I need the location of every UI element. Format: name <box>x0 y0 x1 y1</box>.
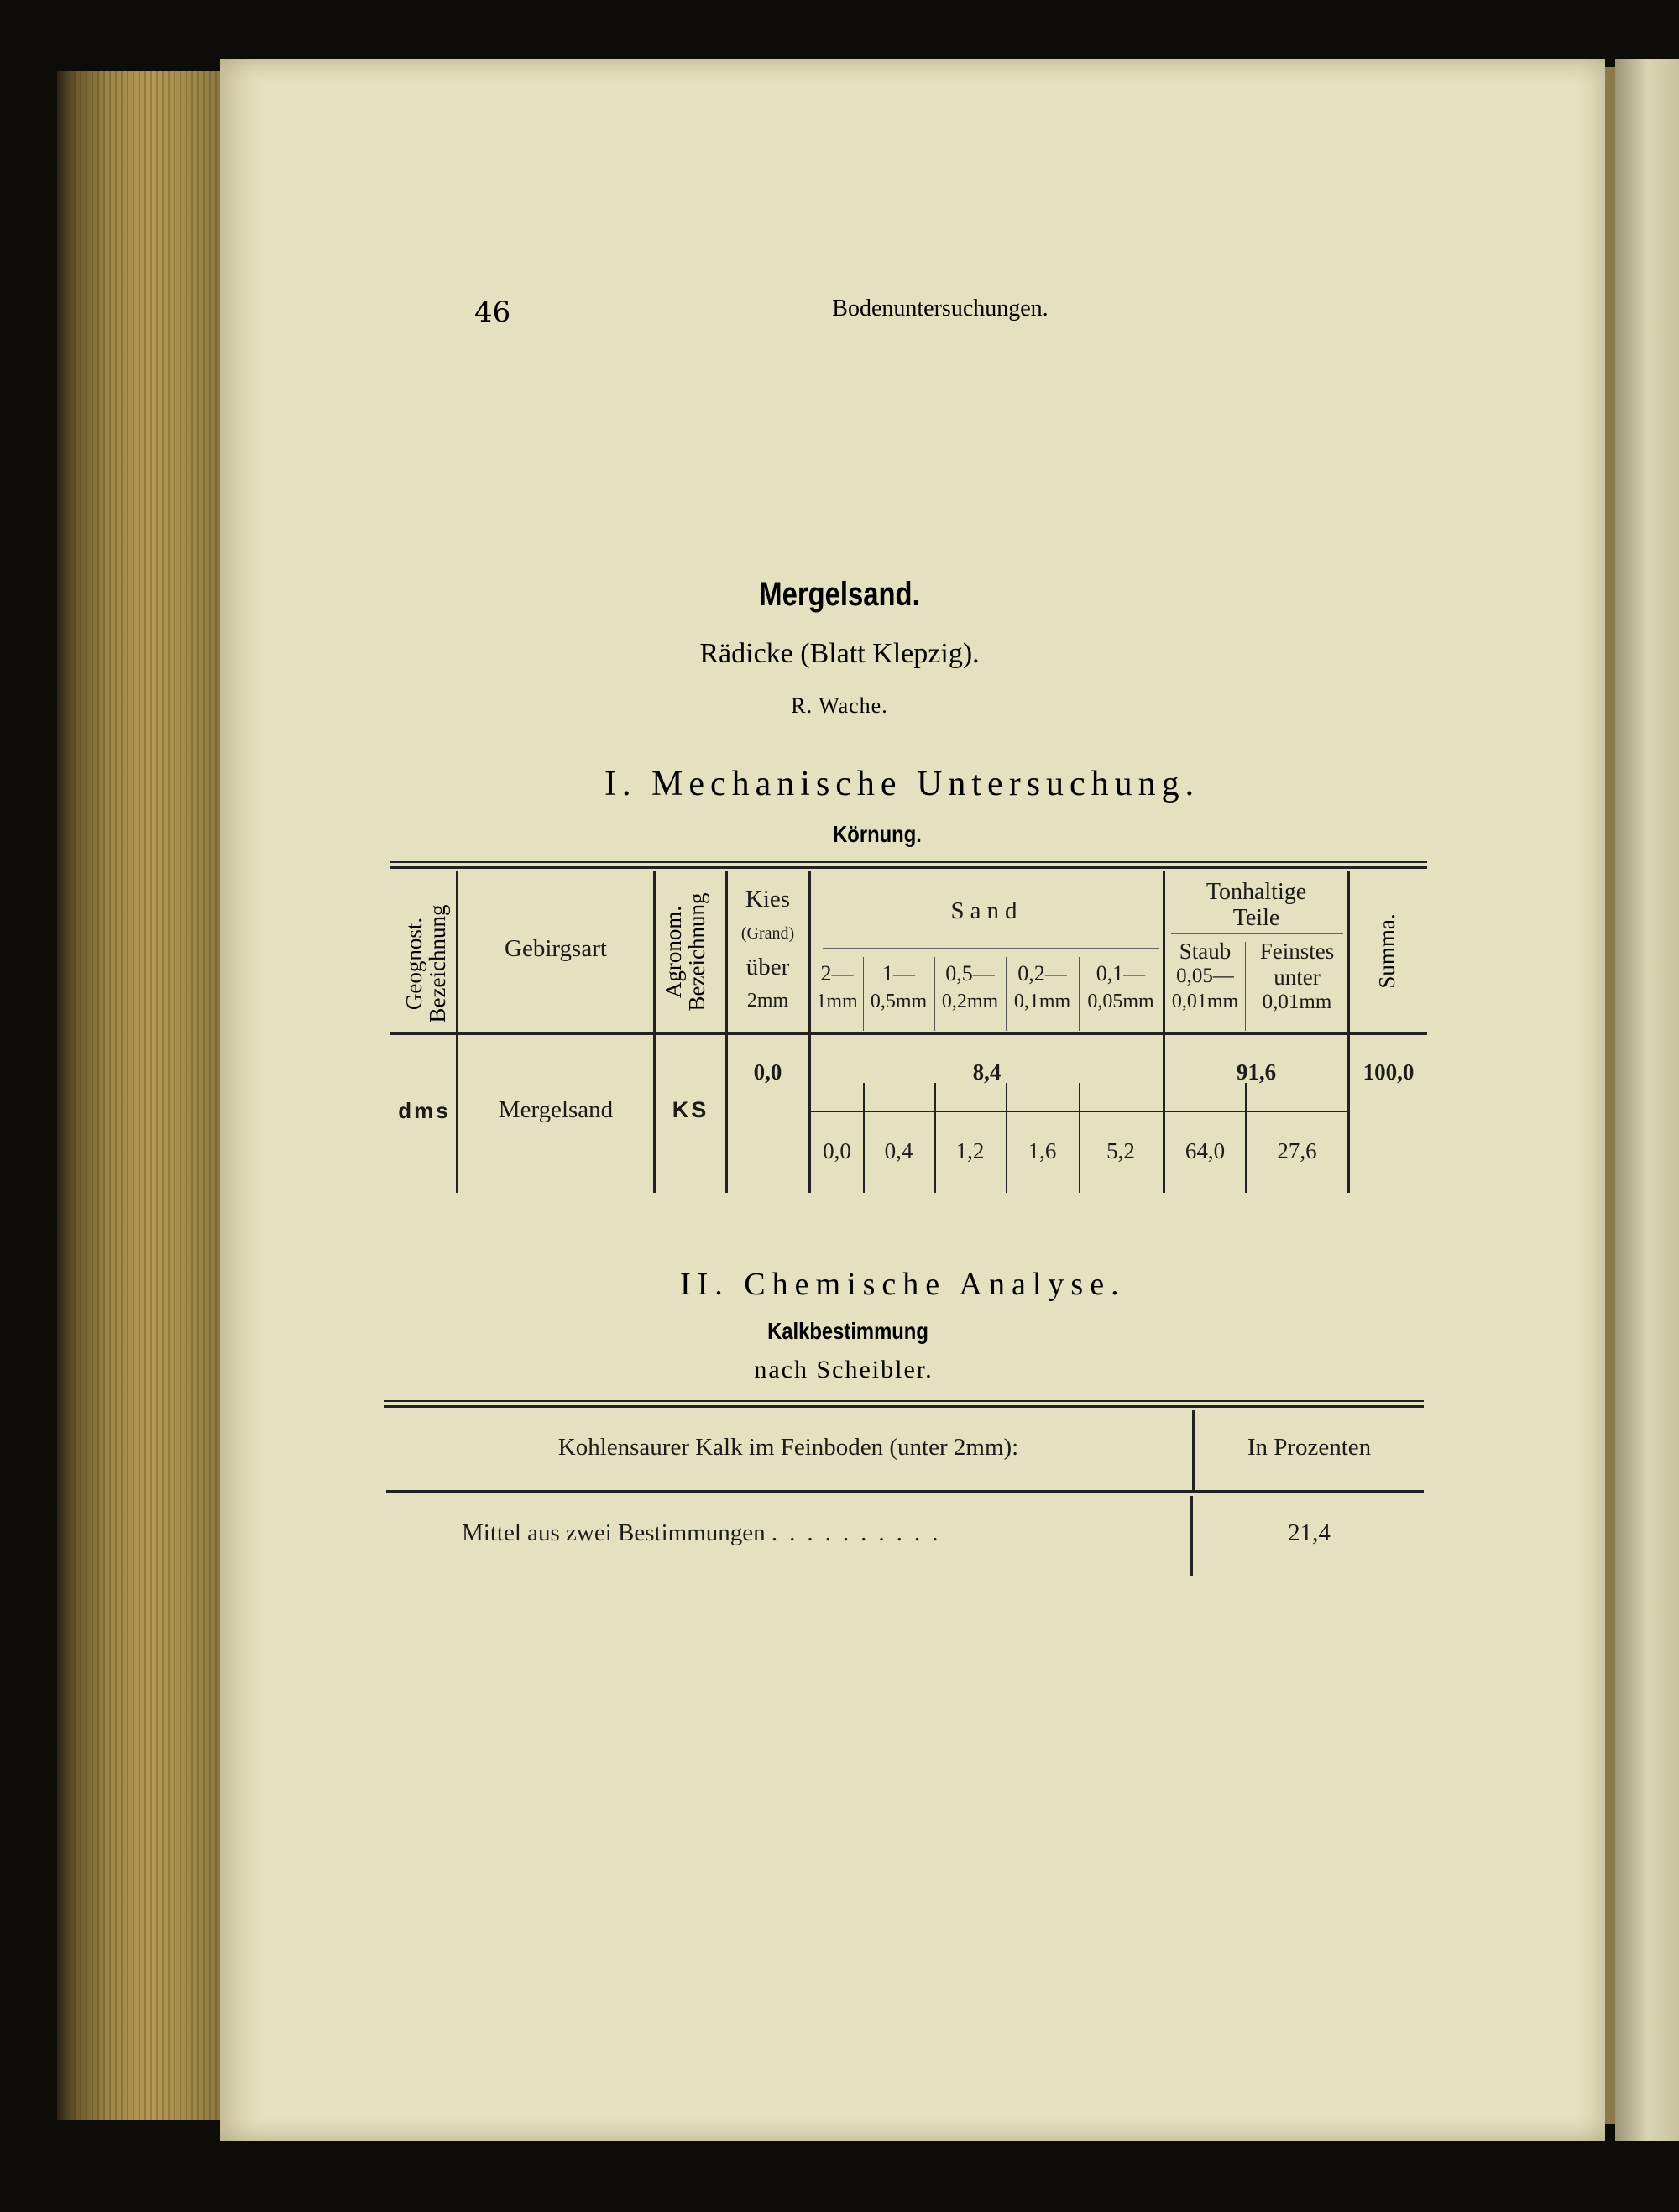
cell-ton-total: 91,6 <box>1236 1059 1277 1085</box>
ton-total-rule <box>1165 1111 1347 1112</box>
document-subtitle: Rädicke (Blatt Klepzig). <box>699 638 980 669</box>
author: R. Wache. <box>791 693 888 718</box>
table2-row-dots: .......... <box>771 1519 950 1546</box>
section-method: nach Scheibler. <box>754 1356 934 1383</box>
cell-agronom: KS <box>672 1097 709 1122</box>
table2-row-value: 21,4 <box>1288 1519 1331 1546</box>
header-sand-2: 2— <box>820 961 854 986</box>
header-staub-range: 0,05— <box>1176 965 1234 987</box>
header-geognost: Geognost. Bezeichnung <box>401 904 450 1023</box>
cell-sand-value: 0,0 <box>823 1138 851 1164</box>
cell-ton-value: 64,0 <box>1185 1138 1226 1164</box>
header-grand: (Grand) <box>740 924 795 943</box>
table-header-rule <box>390 1032 1427 1035</box>
running-head: Bodenuntersuchungen. <box>832 295 1049 322</box>
header-staub-unit: 0,01mm <box>1171 991 1239 1012</box>
cell-sand-value: 1,2 <box>955 1138 985 1164</box>
table-top-rule <box>390 861 1427 863</box>
page-number: 46 <box>474 295 511 329</box>
header-kies: Kies <box>745 886 791 913</box>
ton-header-rule <box>1171 933 1343 934</box>
header-gebirgsart: Gebirgsart <box>505 935 607 962</box>
table2-divider <box>1190 1496 1193 1576</box>
section-title-mechanical: I. Mechanische Untersuchung. <box>604 765 1200 803</box>
cell-kies: 0,0 <box>753 1059 782 1085</box>
col-divider <box>456 871 458 1193</box>
table-top-rule-double <box>390 866 1427 869</box>
section-title-chemical: II. Chemische Analyse. <box>680 1267 1126 1302</box>
header-sand-05-unit: 0,2mm <box>941 991 999 1012</box>
header-feinstes: Feinstes <box>1259 939 1335 964</box>
cell-sand-value: 5,2 <box>1106 1138 1135 1164</box>
cell-gebirgsart: Mergelsand <box>498 1096 614 1123</box>
header-ueber: über <box>745 954 790 980</box>
header-summa: Summa. <box>1374 913 1399 989</box>
header-tonhaltige: Tonhaltige <box>1206 879 1307 905</box>
next-page-edge <box>1615 59 1679 2141</box>
header-sand-1: 1— <box>882 961 915 986</box>
document-title: Mergelsand. <box>759 576 920 613</box>
header-sand-2-unit: 1mm <box>816 991 858 1012</box>
header-agronom: Agronom. Bezeichnung <box>661 892 709 1012</box>
header-unter: unter <box>1274 965 1321 990</box>
col-divider <box>653 871 656 1193</box>
ton-subdivider-header <box>1245 942 1246 1031</box>
table2-row-label-text: Mittel aus zwei Bestimmungen <box>462 1519 766 1546</box>
table2-top-rule-double <box>384 1405 1424 1408</box>
header-sand-02-unit: 0,1mm <box>1013 991 1071 1012</box>
header-2mm: 2mm <box>746 990 789 1012</box>
header-staub: Staub <box>1179 939 1232 964</box>
book-spine-gutter <box>1605 67 1615 2124</box>
cell-summa: 100,0 <box>1363 1059 1415 1085</box>
cell-sand-value: 0,4 <box>884 1138 913 1164</box>
cell-geognost: dms <box>398 1098 451 1123</box>
header-sand-01-unit: 0,05mm <box>1087 991 1154 1012</box>
header-sand-05: 0,5— <box>945 961 995 986</box>
cell-sand-total: 8,4 <box>972 1059 1002 1085</box>
header-sand: Sand <box>950 897 1023 924</box>
header-feinstes-unit: 0,01mm <box>1262 991 1332 1013</box>
table2-header-left: Kohlensaurer Kalk im Feinboden (unter 2mm): <box>557 1434 1019 1461</box>
header-sand-1-unit: 0,5mm <box>870 991 928 1012</box>
col-divider <box>1347 871 1350 1193</box>
col-divider <box>725 871 728 1193</box>
sand-header-rule <box>823 948 1159 949</box>
header-sand-01: 0,1— <box>1096 961 1146 986</box>
cell-ton-value: 27,6 <box>1277 1138 1317 1164</box>
table2-header-right: In Prozenten <box>1247 1434 1372 1461</box>
table2-top-rule <box>384 1400 1424 1402</box>
book-page-edges <box>57 71 225 2120</box>
header-sand-02: 0,2— <box>1017 961 1067 986</box>
cell-sand-value: 1,6 <box>1028 1138 1057 1164</box>
header-teile: Teile <box>1232 905 1280 931</box>
sand-total-rule <box>811 1111 1163 1112</box>
table2-header-rule <box>386 1490 1424 1493</box>
section-subtitle-kalk: Kalkbestimmung <box>767 1318 928 1344</box>
section-subtitle-koernung: Körnung. <box>833 821 922 847</box>
table2-row-label <box>462 1519 949 1547</box>
